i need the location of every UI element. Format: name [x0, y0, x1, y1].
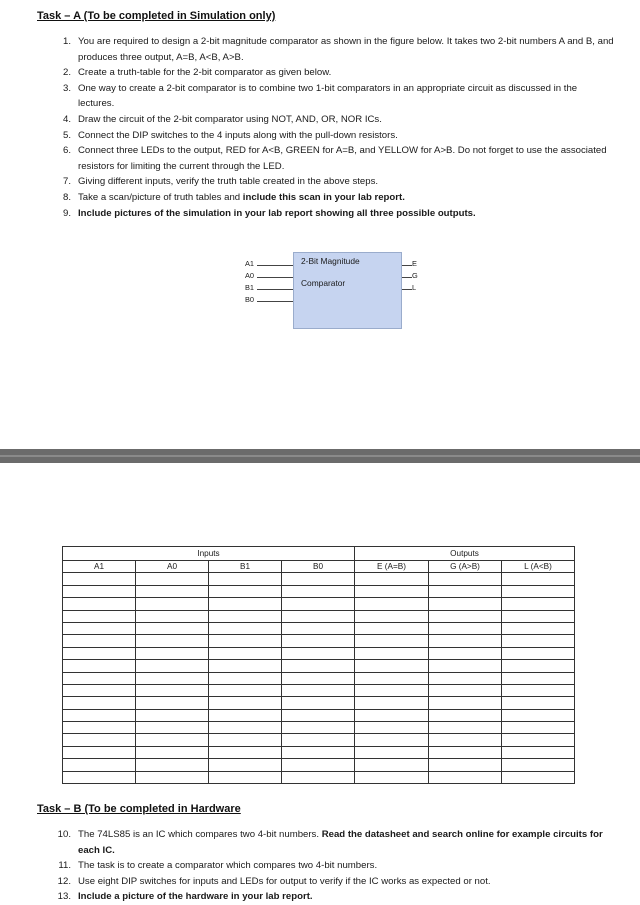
pin-a1-label: A1 — [245, 259, 255, 268]
table-cell — [209, 709, 282, 721]
table-cell — [136, 610, 209, 622]
table-cell — [209, 684, 282, 696]
comparator-subtitle: Comparator — [301, 278, 346, 288]
instruction-text: Include a picture of the hardware in your lab report. — [78, 891, 313, 903]
column-header: A1 — [63, 561, 136, 573]
pin-e-label: E — [412, 259, 417, 268]
table-cell — [282, 746, 355, 758]
table-cell — [355, 622, 429, 634]
table-cell — [209, 610, 282, 622]
table-cell — [355, 598, 429, 610]
table-cell — [209, 635, 282, 647]
table-row — [63, 734, 575, 746]
table-cell — [502, 771, 575, 783]
table-cell — [502, 709, 575, 721]
instruction-number: 9. — [62, 207, 71, 219]
table-cell — [209, 734, 282, 746]
table-cell — [355, 697, 429, 709]
table-row — [63, 684, 575, 696]
table-cell — [502, 598, 575, 610]
table-row — [63, 622, 575, 634]
pin-b0-line — [257, 301, 293, 302]
table-cell — [355, 573, 429, 585]
table-cell — [63, 722, 136, 734]
instruction-text: Include pictures of the simulation in your lab report showing all three possible outputs. — [78, 207, 476, 219]
table-cell — [282, 610, 355, 622]
table-cell — [502, 746, 575, 758]
pin-l-line — [402, 289, 412, 290]
column-header: L (A<B) — [502, 561, 575, 573]
comparator-block — [293, 252, 402, 329]
column-header: B0 — [282, 561, 355, 573]
table-cell — [136, 660, 209, 672]
table-row — [63, 660, 575, 672]
instruction-number: 6. — [62, 145, 71, 157]
table-cell — [429, 585, 502, 597]
instruction-number: 12. — [57, 875, 71, 887]
table-cell — [429, 672, 502, 684]
table-cell — [282, 573, 355, 585]
table-cell — [136, 771, 209, 783]
table-cell — [63, 746, 136, 758]
instruction-text: Connect the DIP switches to the 4 inputs along with the pull-down resistors. — [78, 129, 398, 141]
pin-a1-line — [257, 265, 293, 266]
pin-e-line — [402, 265, 412, 266]
pin-b1-label: B1 — [245, 283, 255, 292]
table-cell — [136, 734, 209, 746]
task-a-heading: Task – A (To be completed in Simulation only) — [37, 10, 276, 22]
table-cell — [502, 622, 575, 634]
table-cell — [209, 660, 282, 672]
instruction-number: 4. — [62, 113, 71, 125]
table-row — [63, 709, 575, 721]
table-cell — [429, 759, 502, 771]
table-cell — [209, 759, 282, 771]
table-cell — [355, 647, 429, 659]
table-cell — [136, 746, 209, 758]
instruction-number: 13. — [57, 891, 71, 903]
table-cell — [429, 610, 502, 622]
table-cell — [209, 722, 282, 734]
table-cell — [209, 622, 282, 634]
page-divider-highlight — [0, 455, 640, 457]
table-cell — [63, 585, 136, 597]
instruction-number: 5. — [62, 129, 71, 141]
table-cell — [136, 622, 209, 634]
table-cell — [63, 622, 136, 634]
comparator-title: 2-Bit Magnitude — [301, 256, 360, 266]
table-cell — [136, 709, 209, 721]
table-cell — [282, 635, 355, 647]
table-cell — [355, 722, 429, 734]
instruction-text: Take a scan/picture of truth tables and — [78, 191, 243, 203]
table-row — [63, 598, 575, 610]
table-cell — [136, 672, 209, 684]
table-cell — [136, 697, 209, 709]
instruction-item — [55, 81, 615, 112]
instruction-text: include this scan in your lab report. — [242, 191, 405, 203]
table-cell — [282, 697, 355, 709]
table-cell — [429, 598, 502, 610]
pin-b0-label: B0 — [245, 295, 255, 304]
table-row — [63, 610, 575, 622]
table-cell — [502, 759, 575, 771]
inputs-group-header: Inputs — [63, 547, 355, 561]
instruction-text: Use eight DIP switches for inputs and LEDs for output to verify if the IC works as expected or not. — [78, 875, 491, 887]
table-cell — [136, 573, 209, 585]
table-cell — [355, 759, 429, 771]
table-cell — [355, 672, 429, 684]
table-cell — [355, 746, 429, 758]
table-row — [63, 672, 575, 684]
instruction-number: 11. — [58, 860, 71, 872]
instruction-item — [55, 34, 615, 65]
table-cell — [63, 635, 136, 647]
instruction-item — [55, 128, 615, 144]
table-cell — [355, 684, 429, 696]
instruction-number: 2. — [62, 67, 71, 79]
table-cell — [282, 771, 355, 783]
instruction-text: Connect three LEDs to the output, RED for A<B, GREEN for A=B, and YELLOW for A>B. Do not forget to use the associated resistors for limiting the current through the LED. — [78, 145, 607, 172]
truth-table — [62, 546, 575, 784]
table-cell — [209, 697, 282, 709]
pin-b1-line — [257, 289, 293, 290]
instruction-item — [55, 206, 615, 222]
table-cell — [63, 771, 136, 783]
table-row — [63, 771, 575, 783]
table-cell — [209, 672, 282, 684]
table-row — [63, 746, 575, 758]
table-cell — [136, 759, 209, 771]
table-cell — [429, 697, 502, 709]
table-cell — [282, 734, 355, 746]
table-cell — [429, 684, 502, 696]
table-cell — [429, 722, 502, 734]
table-cell — [429, 660, 502, 672]
instruction-number: 10. — [57, 829, 71, 840]
table-cell — [429, 622, 502, 634]
table-row — [63, 759, 575, 771]
instruction-number: 3. — [62, 82, 71, 94]
table-cell — [63, 734, 136, 746]
table-row — [63, 697, 575, 709]
task-a-steps — [55, 34, 615, 221]
task-b-heading: Task – B (To be completed in Hardware — [37, 803, 241, 815]
table-cell — [282, 759, 355, 771]
instruction-number: 8. — [62, 191, 71, 203]
table-cell — [282, 709, 355, 721]
table-cell — [282, 647, 355, 659]
table-row — [63, 635, 575, 647]
table-cell — [63, 598, 136, 610]
instruction-text: Draw the circuit of the 2-bit comparator using NOT, AND, OR, NOR ICs. — [78, 113, 382, 125]
table-cell — [429, 746, 502, 758]
table-cell — [209, 647, 282, 659]
table-cell — [502, 610, 575, 622]
table-cell — [355, 635, 429, 647]
comparator-diagram — [240, 252, 420, 332]
pin-g-label: G — [412, 271, 418, 280]
table-cell — [63, 610, 136, 622]
table-cell — [136, 722, 209, 734]
table-cell — [502, 647, 575, 659]
table-row — [63, 722, 575, 734]
pin-a0-label: A0 — [245, 271, 255, 280]
table-cell — [282, 585, 355, 597]
table-cell — [63, 573, 136, 585]
instruction-text: Giving different inputs, verify the truth table created in the above steps. — [78, 176, 379, 188]
instruction-text: One way to create a 2-bit comparator is to combine two 1-bit comparators in an appropriate circuit as discussed in the lectures. — [78, 82, 578, 110]
table-cell — [63, 709, 136, 721]
instruction-number: 1. — [62, 36, 71, 47]
instruction-item — [55, 858, 615, 874]
instruction-number: 7. — [62, 176, 71, 188]
table-cell — [282, 722, 355, 734]
table-cell — [355, 771, 429, 783]
instruction-item — [55, 65, 615, 81]
table-cell — [136, 684, 209, 696]
table-cell — [209, 771, 282, 783]
table-cell — [429, 647, 502, 659]
table-cell — [429, 771, 502, 783]
column-header: E (A=B) — [355, 561, 429, 573]
table-cell — [355, 734, 429, 746]
table-cell — [355, 585, 429, 597]
outputs-group-header: Outputs — [355, 547, 575, 561]
table-group-header-row — [63, 547, 575, 561]
table-cell — [355, 660, 429, 672]
table-cell — [502, 635, 575, 647]
table-cell — [63, 684, 136, 696]
table-cell — [282, 672, 355, 684]
table-row — [63, 647, 575, 659]
column-header: A0 — [136, 561, 209, 573]
table-cell — [355, 709, 429, 721]
table-cell — [209, 598, 282, 610]
table-cell — [209, 573, 282, 585]
task-b-steps — [55, 827, 615, 905]
table-cell — [136, 635, 209, 647]
table-cell — [502, 672, 575, 684]
table-cell — [63, 697, 136, 709]
table-cell — [282, 622, 355, 634]
table-cell — [63, 672, 136, 684]
instruction-text: Create a truth-table for the 2-bit comparator as given below. — [78, 67, 332, 79]
table-cell — [502, 573, 575, 585]
table-cell — [282, 684, 355, 696]
instruction-text: The 74LS85 is an IC which compares two 4-bit numbers. — [78, 829, 322, 840]
table-cell — [209, 585, 282, 597]
table-cell — [355, 610, 429, 622]
instruction-item — [55, 827, 615, 858]
pin-a0-line — [257, 277, 293, 278]
table-cell — [502, 697, 575, 709]
instruction-text: You are required to design a 2-bit magnitude comparator as shown in the figure below. It takes two 2-bit numbers A and B, and produces three output, A=B, A<B, A>B. — [78, 36, 614, 63]
instruction-item — [55, 874, 615, 890]
column-header: B1 — [209, 561, 282, 573]
pin-l-label: L — [412, 283, 417, 292]
instruction-item — [55, 112, 615, 128]
instruction-text: The task is to create a comparator which compares two 4-bit numbers. — [78, 860, 378, 872]
table-cell — [282, 598, 355, 610]
table-cell — [502, 660, 575, 672]
table-cell — [282, 660, 355, 672]
table-row — [63, 573, 575, 585]
table-cell — [209, 746, 282, 758]
table-cell — [429, 734, 502, 746]
table-cell — [136, 585, 209, 597]
table-cell — [502, 734, 575, 746]
pin-g-line — [402, 277, 412, 278]
table-cell — [502, 684, 575, 696]
instruction-item — [55, 174, 615, 190]
table-cell — [136, 647, 209, 659]
table-cell — [63, 660, 136, 672]
table-column-header-row — [63, 561, 575, 573]
table-cell — [502, 585, 575, 597]
instruction-text: Read the datasheet and search online for example circuits for each IC. — [78, 829, 603, 856]
table-cell — [429, 635, 502, 647]
table-row — [63, 585, 575, 597]
table-cell — [502, 722, 575, 734]
table-cell — [429, 709, 502, 721]
table-cell — [429, 573, 502, 585]
table-cell — [136, 598, 209, 610]
table-cell — [63, 647, 136, 659]
instruction-item — [55, 143, 615, 174]
column-header: G (A>B) — [429, 561, 502, 573]
instruction-item — [55, 190, 615, 206]
table-cell — [63, 759, 136, 771]
